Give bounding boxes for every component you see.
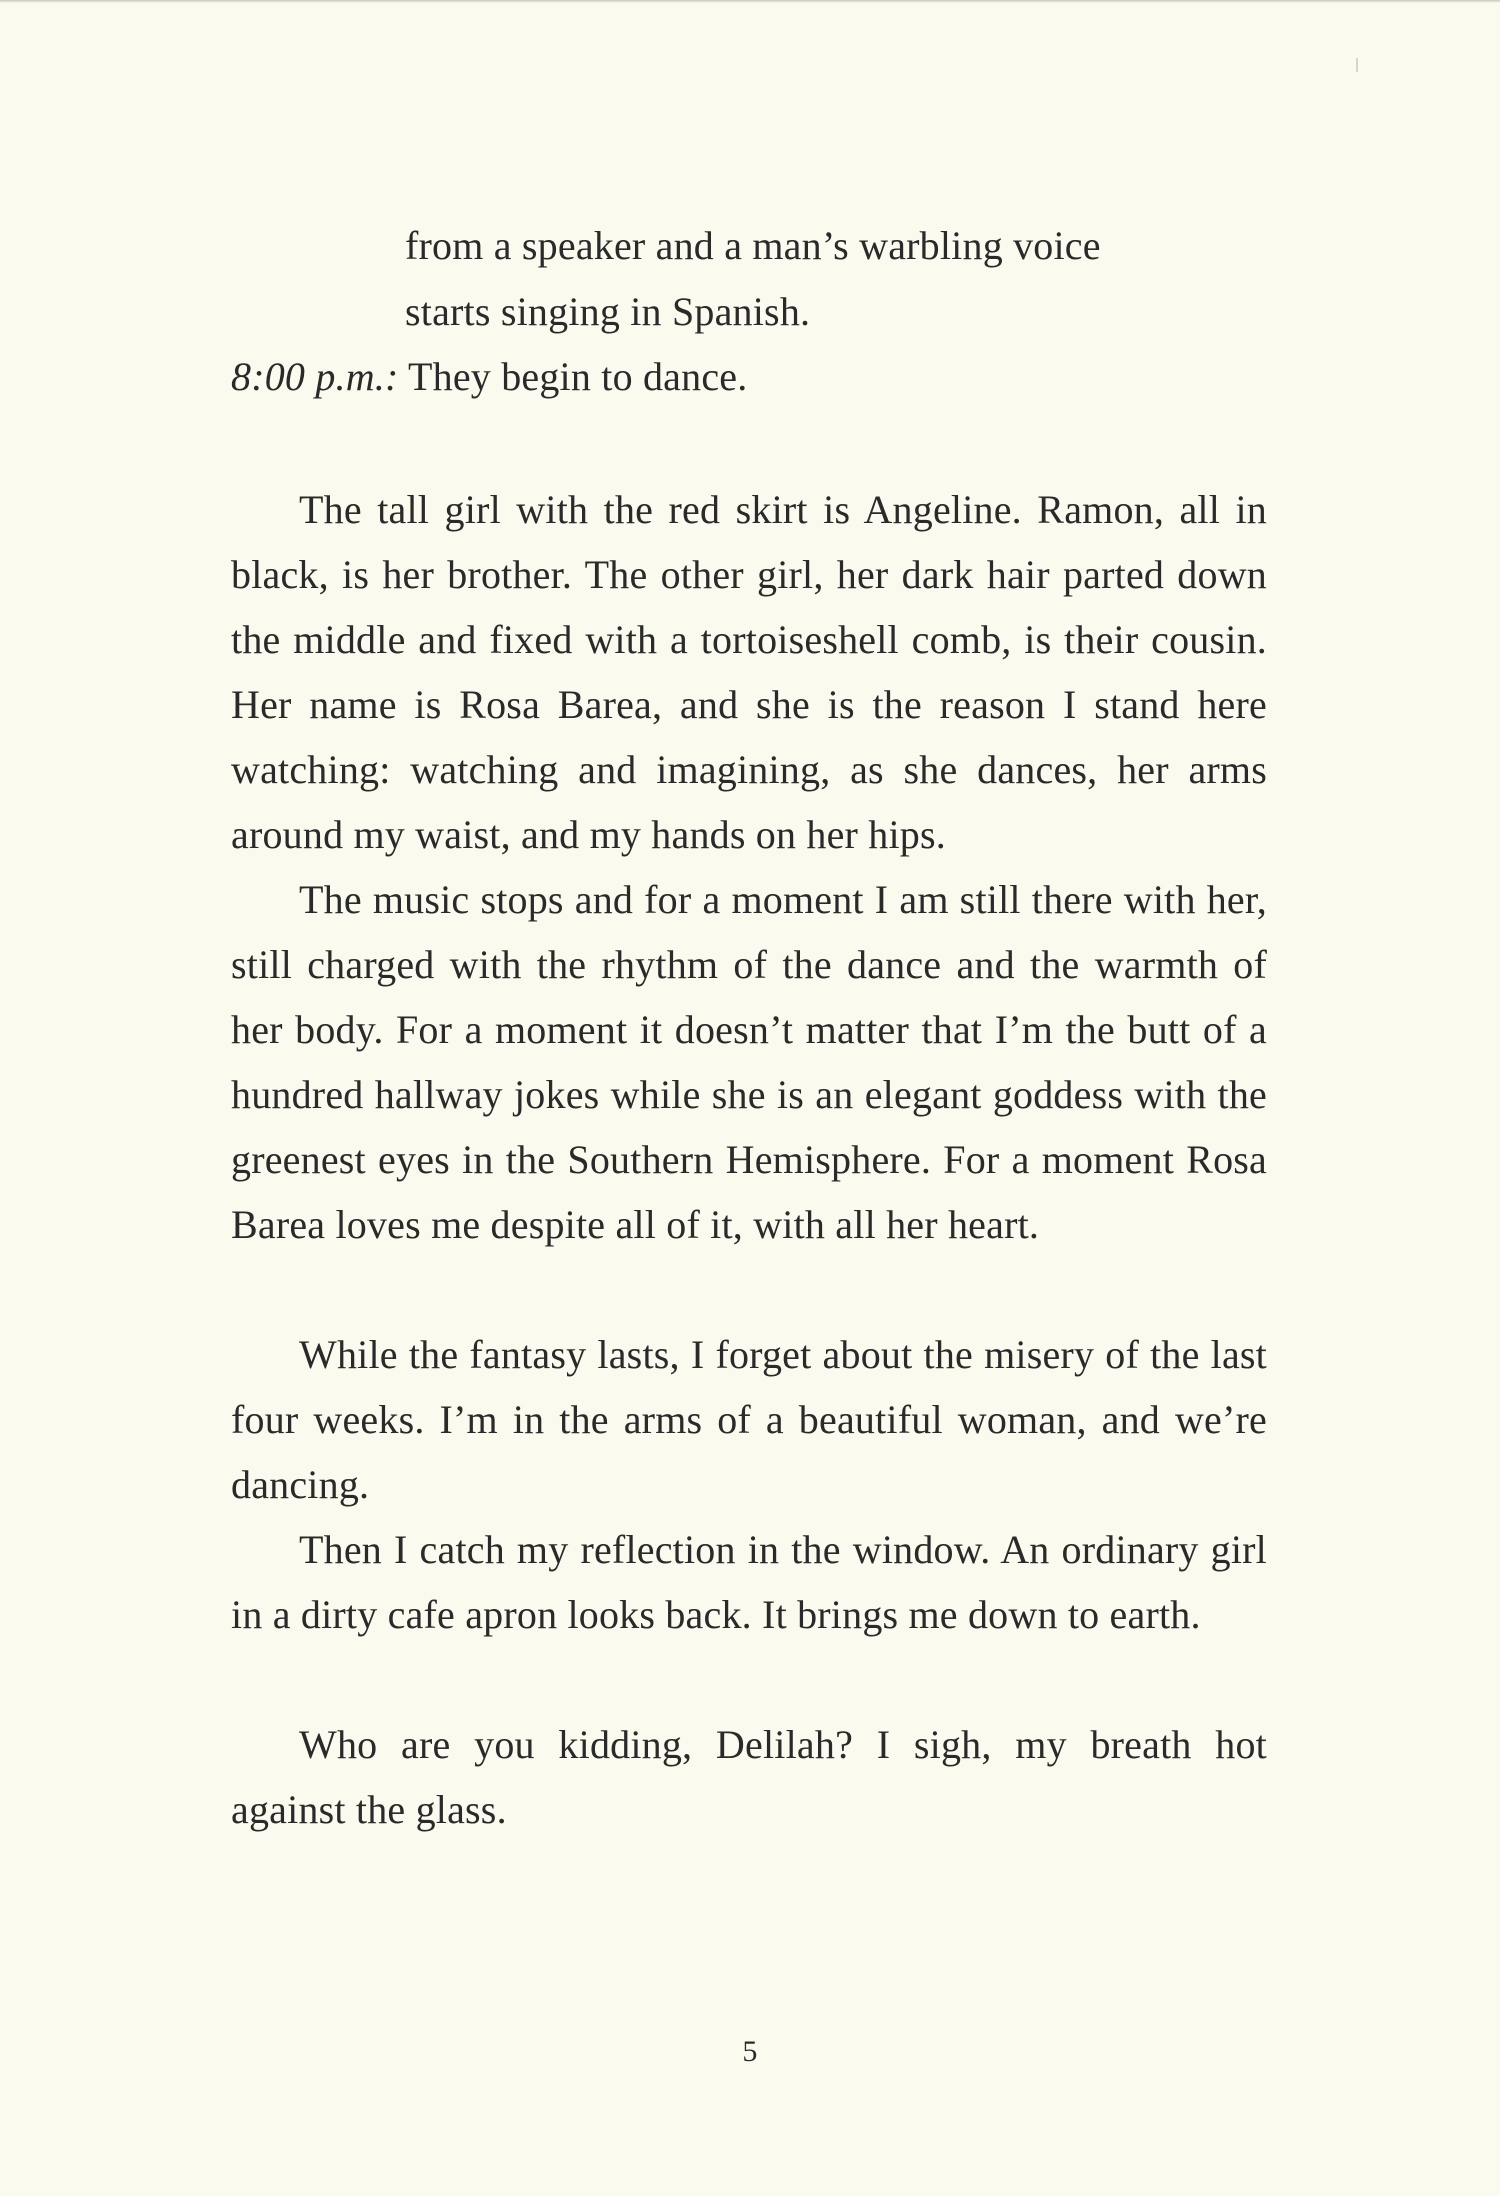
page-number: 5 [742, 2035, 758, 2068]
schedule-entry [231, 353, 747, 400]
schedule-time: 8:00 p.m.: [231, 354, 399, 399]
paragraph-5: Who are you kidding, Delilah? I sigh, my breath hot against the glass. [231, 1722, 1267, 1832]
schedule-continuation-line-1: from a speaker and a man’s warbling voice [405, 223, 1101, 268]
paragraph-1: The tall girl with the red skirt is Angeline. Ramon, all in black, is her brother. The other girl, her dark hair parted down the middle and fixed with a tortoiseshell comb, is their cousin. Her name is Rosa Barea, and she is the reason I stand here watching: watching and imagining, as she dances, her arms around my waist, and my hands on her hips. [231, 487, 1267, 857]
paragraph-3: While the fantasy lasts, I forget about the misery of the last four weeks. I’m in the arms of a beautiful woman, and we’re dancing. [231, 1332, 1267, 1507]
paper-speck [1356, 58, 1358, 72]
page-top-edge [0, 0, 1500, 3]
schedule-continuation-line-2: starts singing in Spanish. [405, 289, 811, 334]
schedule-event: They begin to dance. [398, 354, 748, 399]
paragraph-4: Then I catch my reflection in the window. An ordinary girl in a dirty cafe apron looks back. It brings me down to earth. [231, 1527, 1267, 1637]
paragraph-2: The music stops and for a moment I am still there with her, still charged with the rhythm of the dance and the warmth of her body. For a moment it doesn’t matter that I’m the butt of a hundred hallway jokes while she is an elegant goddess with the greenest eyes in the Southern Hemisphere. For a moment Rosa Barea loves me despite all of it, with all her heart. [231, 877, 1267, 1247]
